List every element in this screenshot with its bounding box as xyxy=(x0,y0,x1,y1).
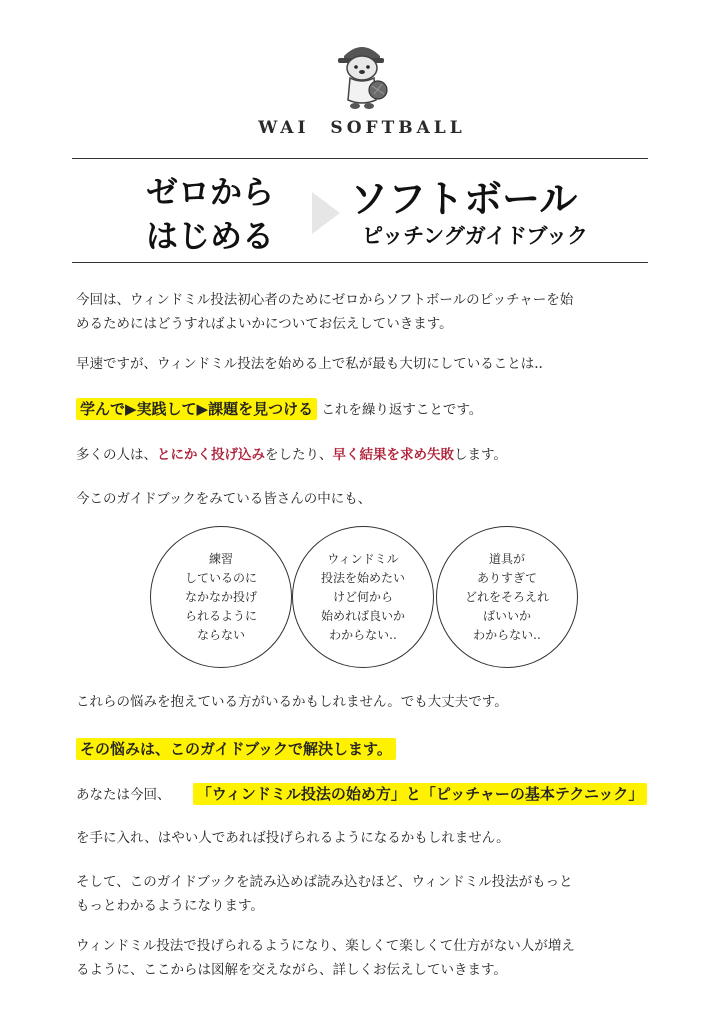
title-subtitle: ピッチングガイドブック xyxy=(362,223,588,248)
bubble-line: けど何から xyxy=(332,589,393,604)
worry-bubble-2 xyxy=(292,526,434,668)
title-bottom-rule xyxy=(72,262,648,263)
bubble-line: ばいいか xyxy=(482,608,531,623)
bubble-line: わからない.. xyxy=(473,627,541,642)
closing-line1: ウィンドミル投法で投げられるようになり、楽しくて楽しくて仕方がない人が増え xyxy=(76,938,575,954)
bubble-line: ウィンドミル xyxy=(327,551,399,566)
bubble-line: しているのに xyxy=(184,570,257,585)
paragraph-common-mistakes xyxy=(76,443,656,467)
worry-bubble-1 xyxy=(150,526,292,668)
deeper-line1: そして、このガイドブックを読み込めば読み込むほど、ウィンドミル投法がもっと xyxy=(76,874,573,890)
paragraph-closing xyxy=(76,934,656,982)
mistakes-text-b: をしたり、 xyxy=(265,447,333,463)
title-top-rule xyxy=(72,158,648,159)
method-highlight: 学んで▶実践して▶課題を見つける xyxy=(76,398,317,420)
play-arrow-icon xyxy=(306,188,346,238)
paragraph-method xyxy=(76,397,656,422)
method-rest: これを繰り返すことです。 xyxy=(321,402,483,418)
mistakes-text-c: します。 xyxy=(454,447,507,463)
bubble-line: られるように xyxy=(184,608,257,623)
paragraph-deeper xyxy=(76,870,656,918)
bubble-line: 練習 xyxy=(208,551,233,566)
mascot-logo xyxy=(322,34,402,114)
title-left-line1: ゼロから xyxy=(145,173,274,211)
bubble-line: わからない.. xyxy=(329,627,397,642)
paragraph-audience: 今このガイドブックをみている皆さんの中にも、 xyxy=(76,491,372,507)
mistakes-text-a: 多くの人は、 xyxy=(76,447,157,463)
deeper-line2: もっとわかるようになります。 xyxy=(76,898,264,914)
paragraph-result: を手に入れ、はやい人であれば投げられるようになるかもしれません。 xyxy=(76,830,510,846)
bubble-line: どれをそろえれ xyxy=(464,589,549,604)
mistakes-red-1: とにかく投げ込み xyxy=(157,447,265,463)
title-divider xyxy=(306,188,346,238)
title-main: ソフトボール xyxy=(350,176,578,221)
title-left-line2: はじめる xyxy=(145,217,274,255)
paragraph-reassure: これらの悩みを抱えている方がいるかもしれません。でも大丈夫です。 xyxy=(76,694,508,710)
title-left xyxy=(110,170,310,258)
otter-mascot-icon xyxy=(322,34,402,114)
mistakes-red-2: 早く結果を求め失敗 xyxy=(332,447,454,463)
paragraph-solution xyxy=(76,737,656,762)
gain-highlight: 「ウィンドミル投法の始め方」と「ピッチャーの基本テクニック」 xyxy=(193,783,648,805)
brand-name: WAI SOFTBALL xyxy=(258,118,466,138)
gain-text: あなたは今回、 xyxy=(76,787,171,803)
paragraph-gain xyxy=(76,782,656,807)
bubble-line: なかなか投げ xyxy=(184,589,257,604)
worry-bubble-3 xyxy=(436,526,578,668)
bubble-line: 始めれば良いか xyxy=(320,608,405,623)
closing-line2: るように、ここからは図解を交えながら、詳しくお伝えしていきます。 xyxy=(76,962,507,978)
paragraph-intro-line2: めるためにはどうすればよいかについてお伝えしていきます。 xyxy=(76,316,453,332)
solution-highlight: その悩みは、このガイドブックで解決します。 xyxy=(76,738,396,760)
paragraph-intro-line1: 今回は、ウィンドミル投法初心者のためにゼロからソフトボールのピッチャーを始 xyxy=(76,292,574,308)
paragraph-key-point: 早速ですが、ウィンドミル投法を始める上で私が最も大切にしていることは.. xyxy=(76,356,543,372)
bubble-line: 投法を始めたい xyxy=(320,570,405,585)
bubble-line: 道具が xyxy=(488,551,525,566)
paragraph-intro xyxy=(76,288,656,336)
bubble-line: ありすぎて xyxy=(476,570,537,585)
bubble-line: ならない xyxy=(196,627,245,642)
